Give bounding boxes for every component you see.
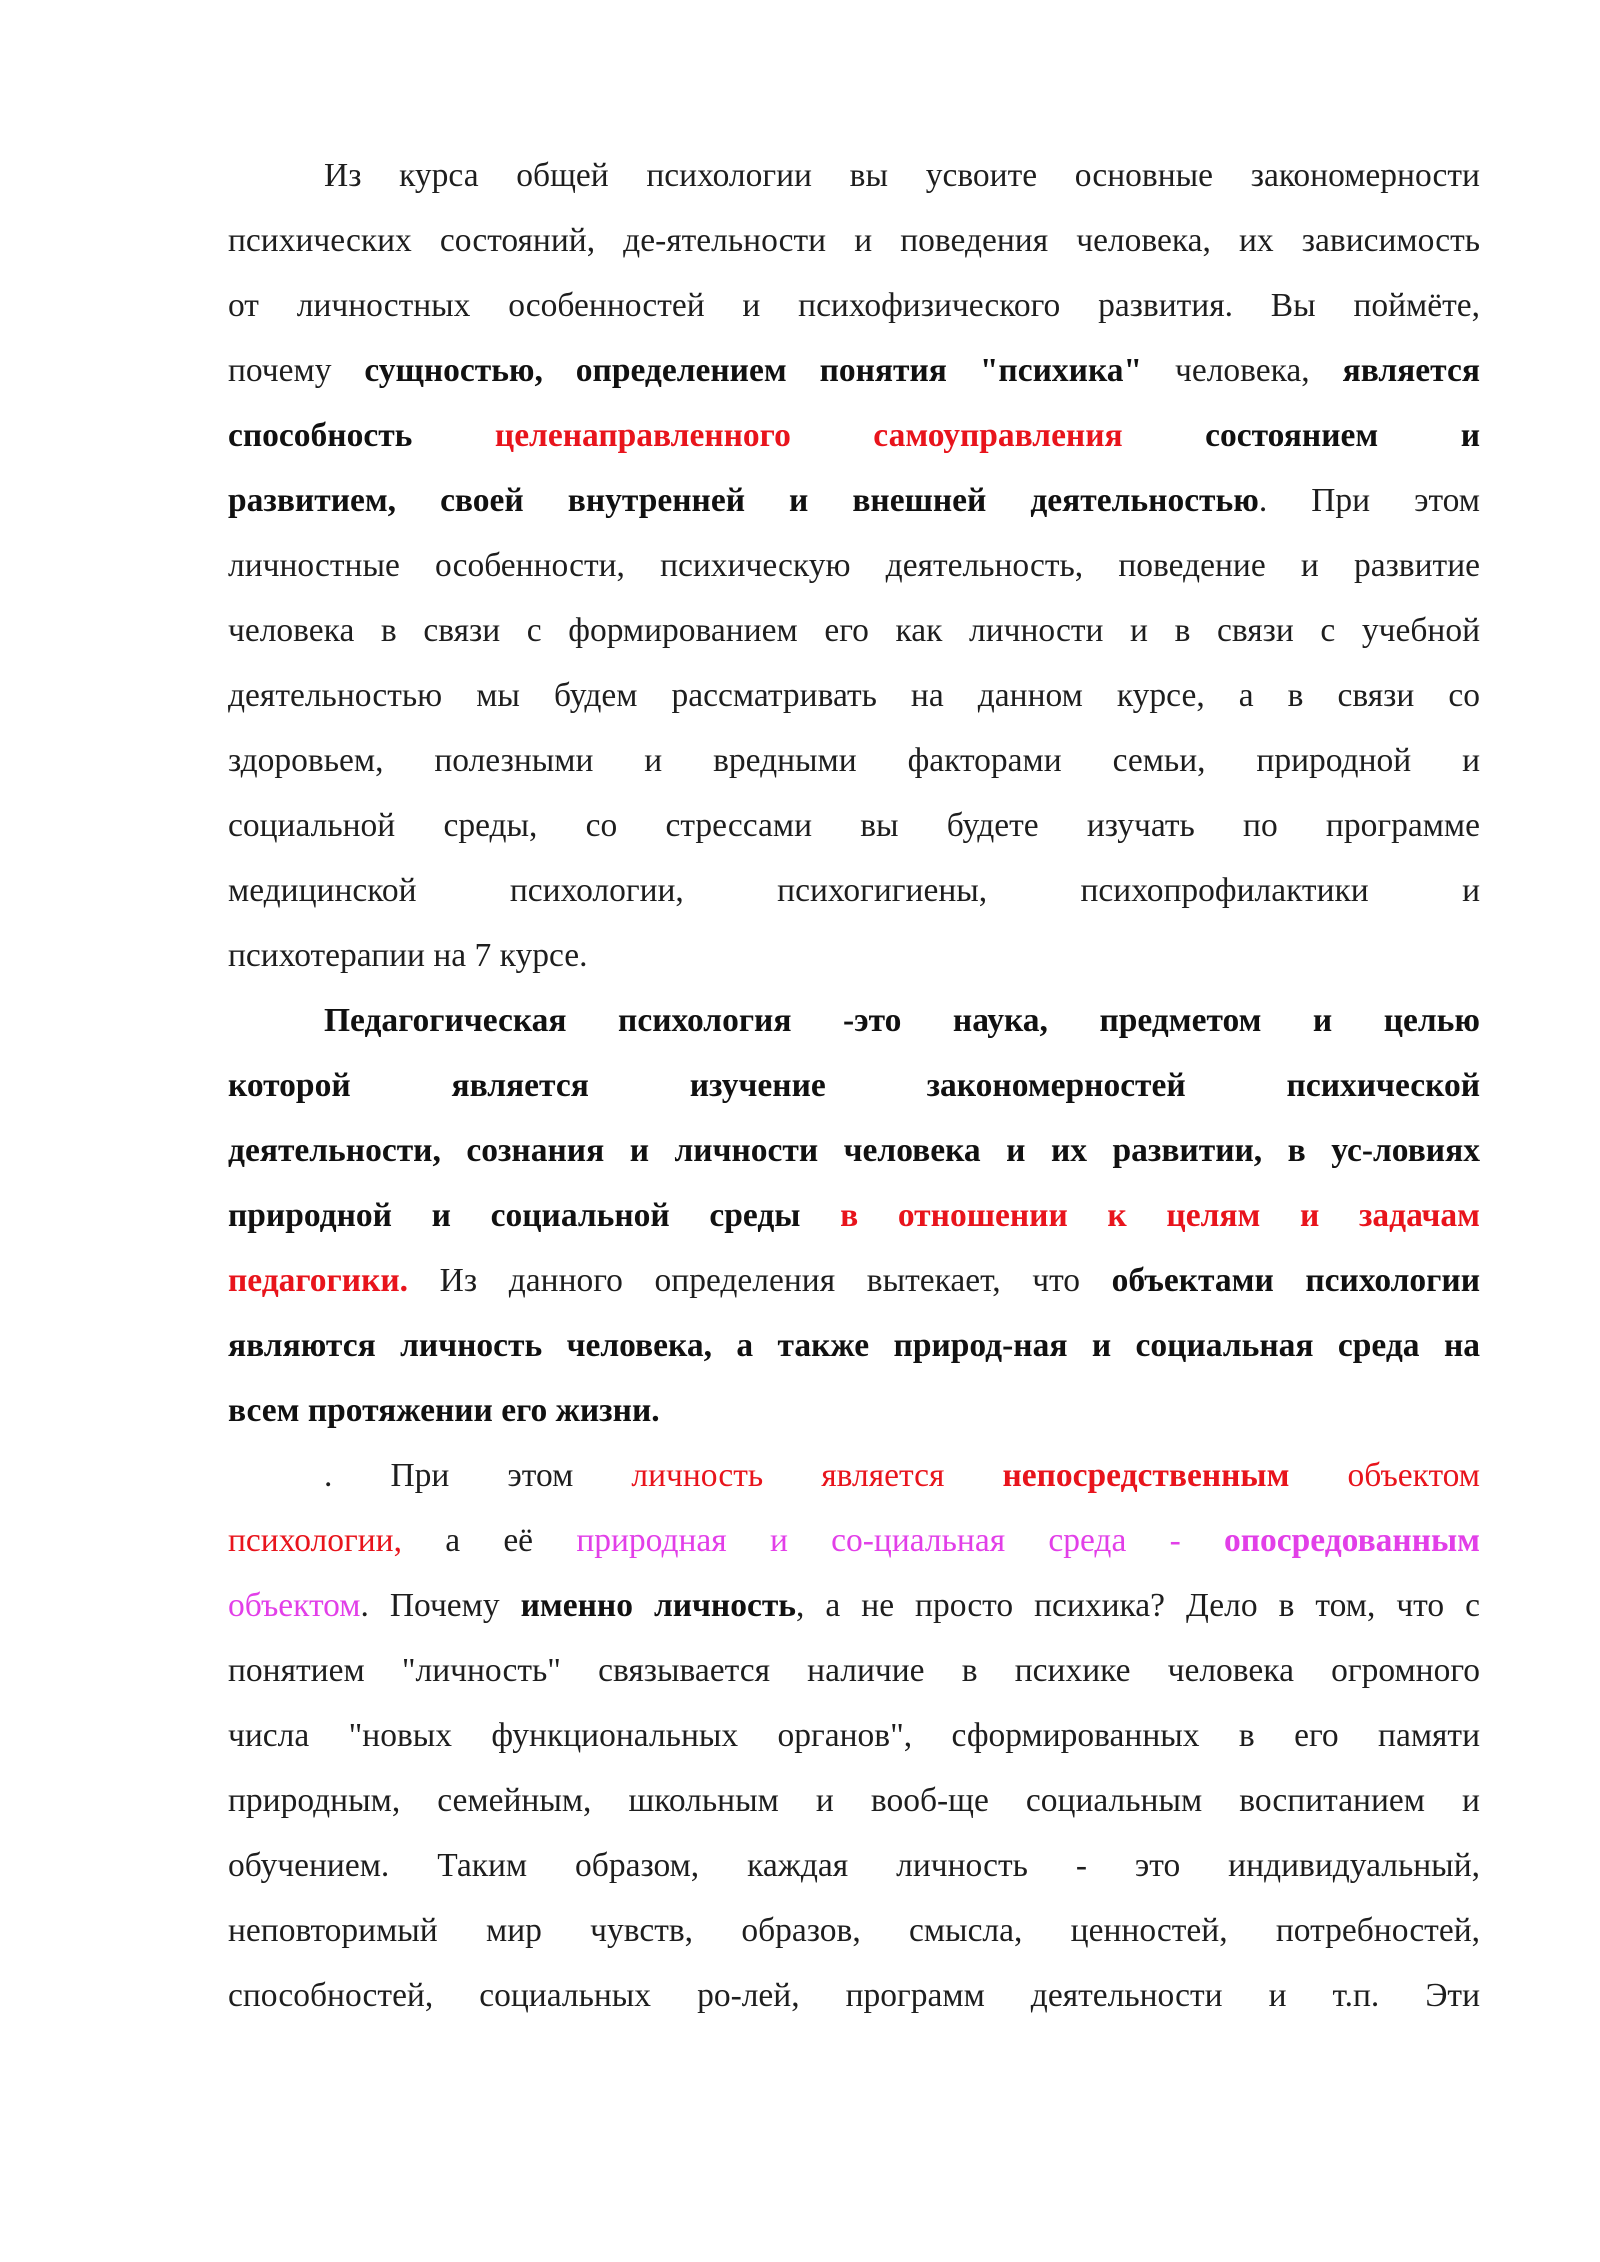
text-run: состоянием и: [1122, 417, 1480, 454]
text-line: [228, 1183, 1480, 1248]
text-run: именно личность: [520, 1587, 797, 1624]
text-line: [228, 988, 1480, 1053]
text-run: опосредованным: [1223, 1522, 1480, 1559]
text-run: понятием "личность" связывается наличие в психике человека огромного: [228, 1652, 1480, 1689]
text-line: [228, 858, 1480, 923]
text-run: медицинской психологии, психогигиены, психопрофилактики и: [228, 872, 1480, 909]
text-run: . При этом: [1258, 482, 1480, 519]
text-line: [228, 403, 1480, 468]
text-run: способностей, социальных ро-лей, программ деятельности и т.п. Эти: [228, 1977, 1480, 2014]
text-run: Из курса общей психологии вы усвоите основные закономерности: [324, 157, 1480, 194]
text-run: а её: [401, 1522, 577, 1559]
text-run: личность является: [631, 1457, 1003, 1494]
text-run: непосредственным: [1002, 1457, 1290, 1494]
text-run: психологии,: [228, 1522, 402, 1559]
text-run: педагогики.: [228, 1262, 409, 1299]
text-run: объектами психологии: [1111, 1262, 1480, 1299]
text-run: способность: [228, 417, 495, 454]
text-run: природным, семейным, школьным и вооб-ще социальным воспитанием и: [228, 1782, 1480, 1819]
text-line: [228, 1378, 1480, 1443]
text-line: [228, 598, 1480, 663]
document-body-text: [228, 143, 1480, 2028]
text-line: [228, 1703, 1480, 1768]
text-run: психотерапии на 7 курсе.: [228, 937, 588, 974]
text-run: . Почему: [360, 1587, 521, 1624]
text-line: [228, 1248, 1480, 1313]
text-line: [228, 1313, 1480, 1378]
text-run: объектом: [228, 1587, 361, 1624]
text-line: [228, 663, 1480, 728]
text-line: [228, 533, 1480, 598]
text-line: [228, 1963, 1480, 2028]
text-line: [228, 923, 1480, 988]
text-line: [228, 1768, 1480, 1833]
text-run: которой является изучение закономерностей психической: [228, 1067, 1480, 1104]
text-run: Из данного определения вытекает, что: [408, 1262, 1112, 1299]
text-line: [228, 208, 1480, 273]
text-run: психических состояний, де-ятельности и поведения человека, их зависимость: [228, 222, 1480, 259]
text-run: числа "новых функциональных органов", сформированных в его памяти: [228, 1717, 1480, 1754]
text-line: [228, 338, 1480, 403]
text-run: сущностью, определением понятия "психика": [364, 352, 1143, 389]
text-line: [228, 1118, 1480, 1183]
text-run: природной и социальной среды: [228, 1197, 841, 1234]
text-line: [228, 728, 1480, 793]
text-run: объектом: [1289, 1457, 1480, 1494]
text-run: почему: [228, 352, 365, 389]
text-run: . При этом: [324, 1457, 632, 1494]
text-run: являются личность человека, а также природ-ная и социальная среда на: [228, 1327, 1480, 1364]
text-line: [228, 1443, 1480, 1508]
text-run: личностные особенности, психическую деятельность, поведение и развитие: [228, 547, 1480, 584]
text-run: Педагогическая психология -это наука, предметом и целью: [324, 1002, 1480, 1039]
text-run: является: [1342, 352, 1480, 389]
text-run: деятельностью мы будем рассматривать на данном курсе, а в связи со: [228, 677, 1480, 714]
text-line: [228, 143, 1480, 208]
text-run: , а не просто психика? Дело в том, что с: [796, 1587, 1480, 1624]
text-run: человека в связи с формированием его как личности и в связи с учебной: [228, 612, 1480, 649]
text-run: всем протяжении его жизни.: [228, 1392, 660, 1429]
text-line: [228, 1573, 1480, 1638]
text-run: социальной среды, со стрессами вы будете изучать по программе: [228, 807, 1480, 844]
text-run: неповторимый мир чувств, образов, смысла, ценностей, потребностей,: [228, 1912, 1480, 1949]
text-line: [228, 1898, 1480, 1963]
text-run: целенаправленного самоуправления: [494, 417, 1123, 454]
text-run: природная и со-циальная среда -: [576, 1522, 1224, 1559]
text-line: [228, 273, 1480, 338]
text-run: от личностных особенностей и психофизического развития. Вы поймёте,: [228, 287, 1480, 324]
text-line: [228, 793, 1480, 858]
text-run: в отношении к целям и задачам: [840, 1197, 1480, 1234]
text-run: обучением. Таким образом, каждая личность - это индивидуальный,: [228, 1847, 1480, 1884]
text-line: [228, 1833, 1480, 1898]
text-run: развитием, своей внутренней и внешней деятельностью: [228, 482, 1259, 519]
text-line: [228, 1053, 1480, 1118]
text-run: человека,: [1142, 352, 1343, 389]
text-line: [228, 1508, 1480, 1573]
text-line: [228, 1638, 1480, 1703]
text-run: деятельности, сознания и личности человека и их развитии, в ус-ловиях: [228, 1132, 1480, 1169]
text-run: здоровьем, полезными и вредными факторами семьи, природной и: [228, 742, 1480, 779]
text-line: [228, 468, 1480, 533]
